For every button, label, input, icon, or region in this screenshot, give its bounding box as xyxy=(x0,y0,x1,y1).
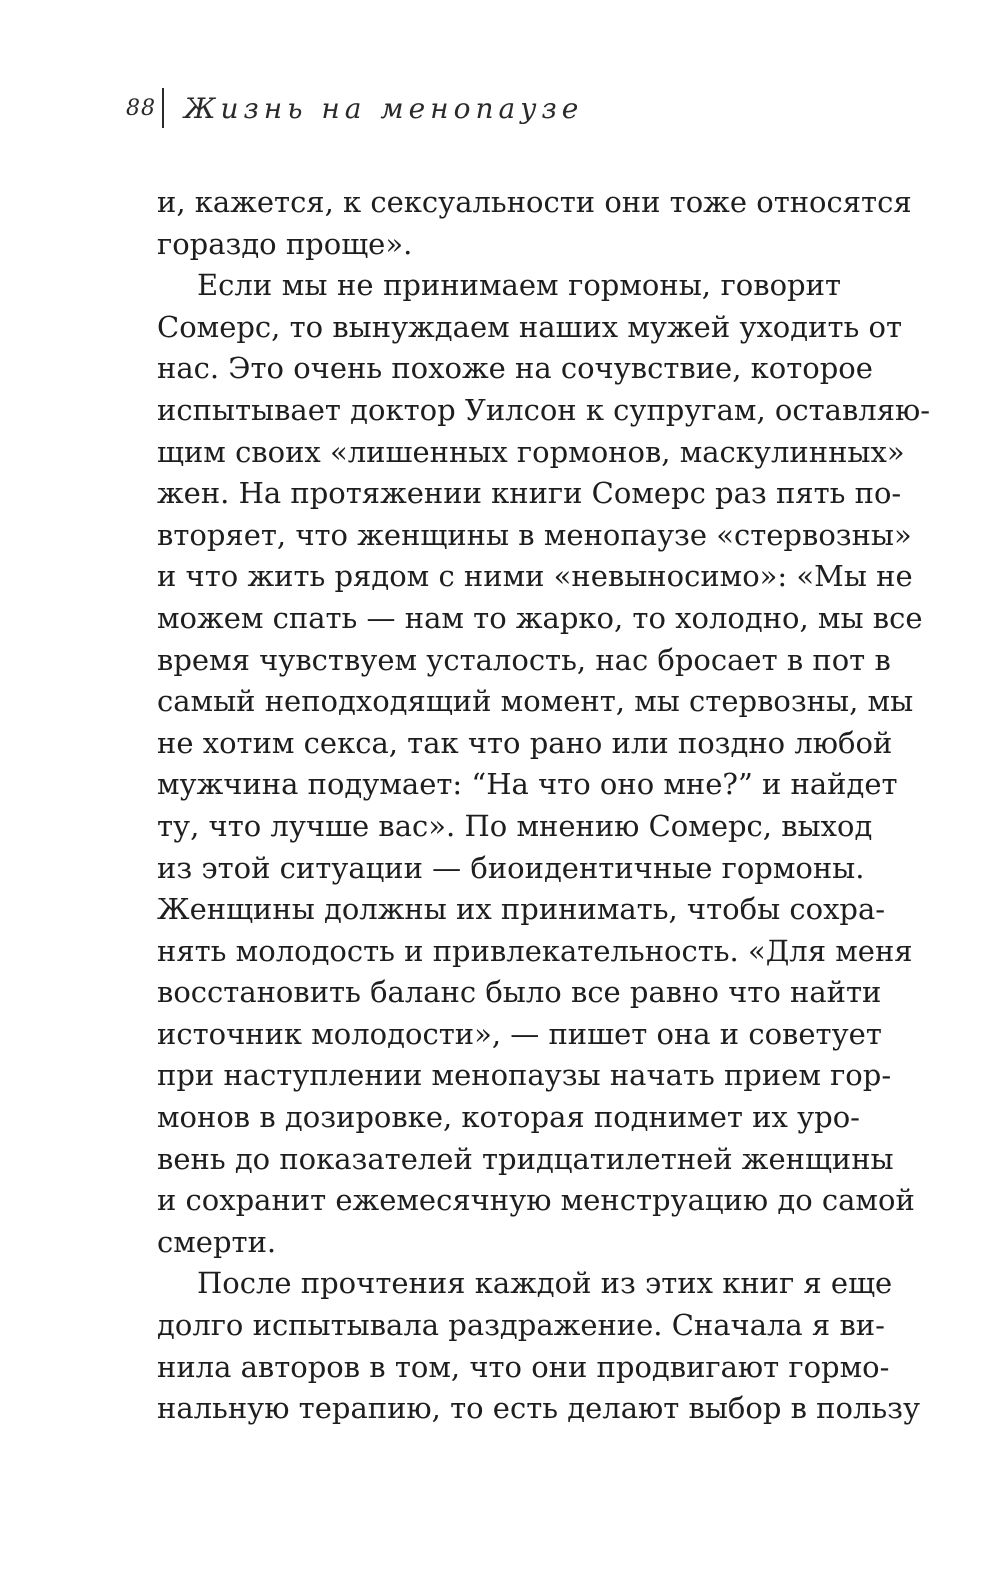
body-text xyxy=(157,182,931,1430)
text-line: самый неподходящий момент, мы стервозны, мы xyxy=(157,684,914,719)
text-line: смерти. xyxy=(157,1224,277,1259)
text-line: и сохранит ежемесячную менструацию до самой xyxy=(157,1183,915,1218)
text-line: из этой ситуации — биоидентичные гормоны. xyxy=(157,850,865,885)
page-number: 88 xyxy=(126,95,156,121)
text-line: и что жить рядом с ними «невыносимо»: «Мы не xyxy=(157,559,913,594)
text-line: испытывает доктор Уилсон к супругам, оставляю- xyxy=(157,392,931,427)
text-line: долго испытывала раздражение. Сначала я ви- xyxy=(157,1308,885,1343)
running-head xyxy=(126,86,583,130)
text-line: нила авторов в том, что они продвигают гормо- xyxy=(157,1349,890,1384)
text-line: можем спать — нам то жарко, то холодно, мы все xyxy=(157,600,923,635)
text-line: нальную терапию, то есть делают выбор в пользу xyxy=(157,1391,921,1426)
text-line: Если мы не принимаем гормоны, говорит xyxy=(197,268,841,303)
text-line: После прочтения каждой из этих книг я еще xyxy=(197,1266,893,1301)
text-line: нять молодость и привлекательность. «Для меня xyxy=(157,933,913,968)
text-line: гораздо проще». xyxy=(157,226,413,261)
text-line: щим своих «лишенных гормонов, маскулинных» xyxy=(157,434,905,469)
text-line: восстановить баланс было все равно что найти xyxy=(157,975,882,1010)
text-line: вень до показателей тридцатилетней женщины xyxy=(157,1141,894,1176)
text-line: и, кажется, к сексуальности они тоже относятся xyxy=(157,185,912,219)
text-line: при наступлении менопаузы начать прием гор- xyxy=(157,1058,892,1093)
text-line: нас. Это очень похоже на сочувствие, которое xyxy=(157,351,873,386)
text-line: Сомерс, то вынуждаем наших мужей уходить от xyxy=(157,309,902,344)
header-divider xyxy=(162,88,164,128)
text-line: мужчина подумает: “На что оно мне?” и найдет xyxy=(157,767,898,802)
text-line: не хотим секса, так что рано или поздно любой xyxy=(157,725,893,760)
text-line: вторяет, что женщины в менопаузе «стервозны» xyxy=(157,517,912,552)
text-line: источник молодости», — пишет она и советует xyxy=(157,1016,882,1051)
text-line: Женщины должны их принимать, чтобы сохра- xyxy=(157,892,886,927)
text-line: ту, что лучше вас». По мнению Сомерс, выход xyxy=(157,808,873,843)
text-line: жен. На протяжении книги Сомерс раз пять по- xyxy=(157,476,902,511)
running-title: Жизнь на менопаузе xyxy=(184,91,584,125)
text-line: время чувствуем усталость, нас бросает в пот в xyxy=(157,642,891,677)
text-line: монов в дозировке, которая поднимет их уро- xyxy=(157,1100,860,1135)
